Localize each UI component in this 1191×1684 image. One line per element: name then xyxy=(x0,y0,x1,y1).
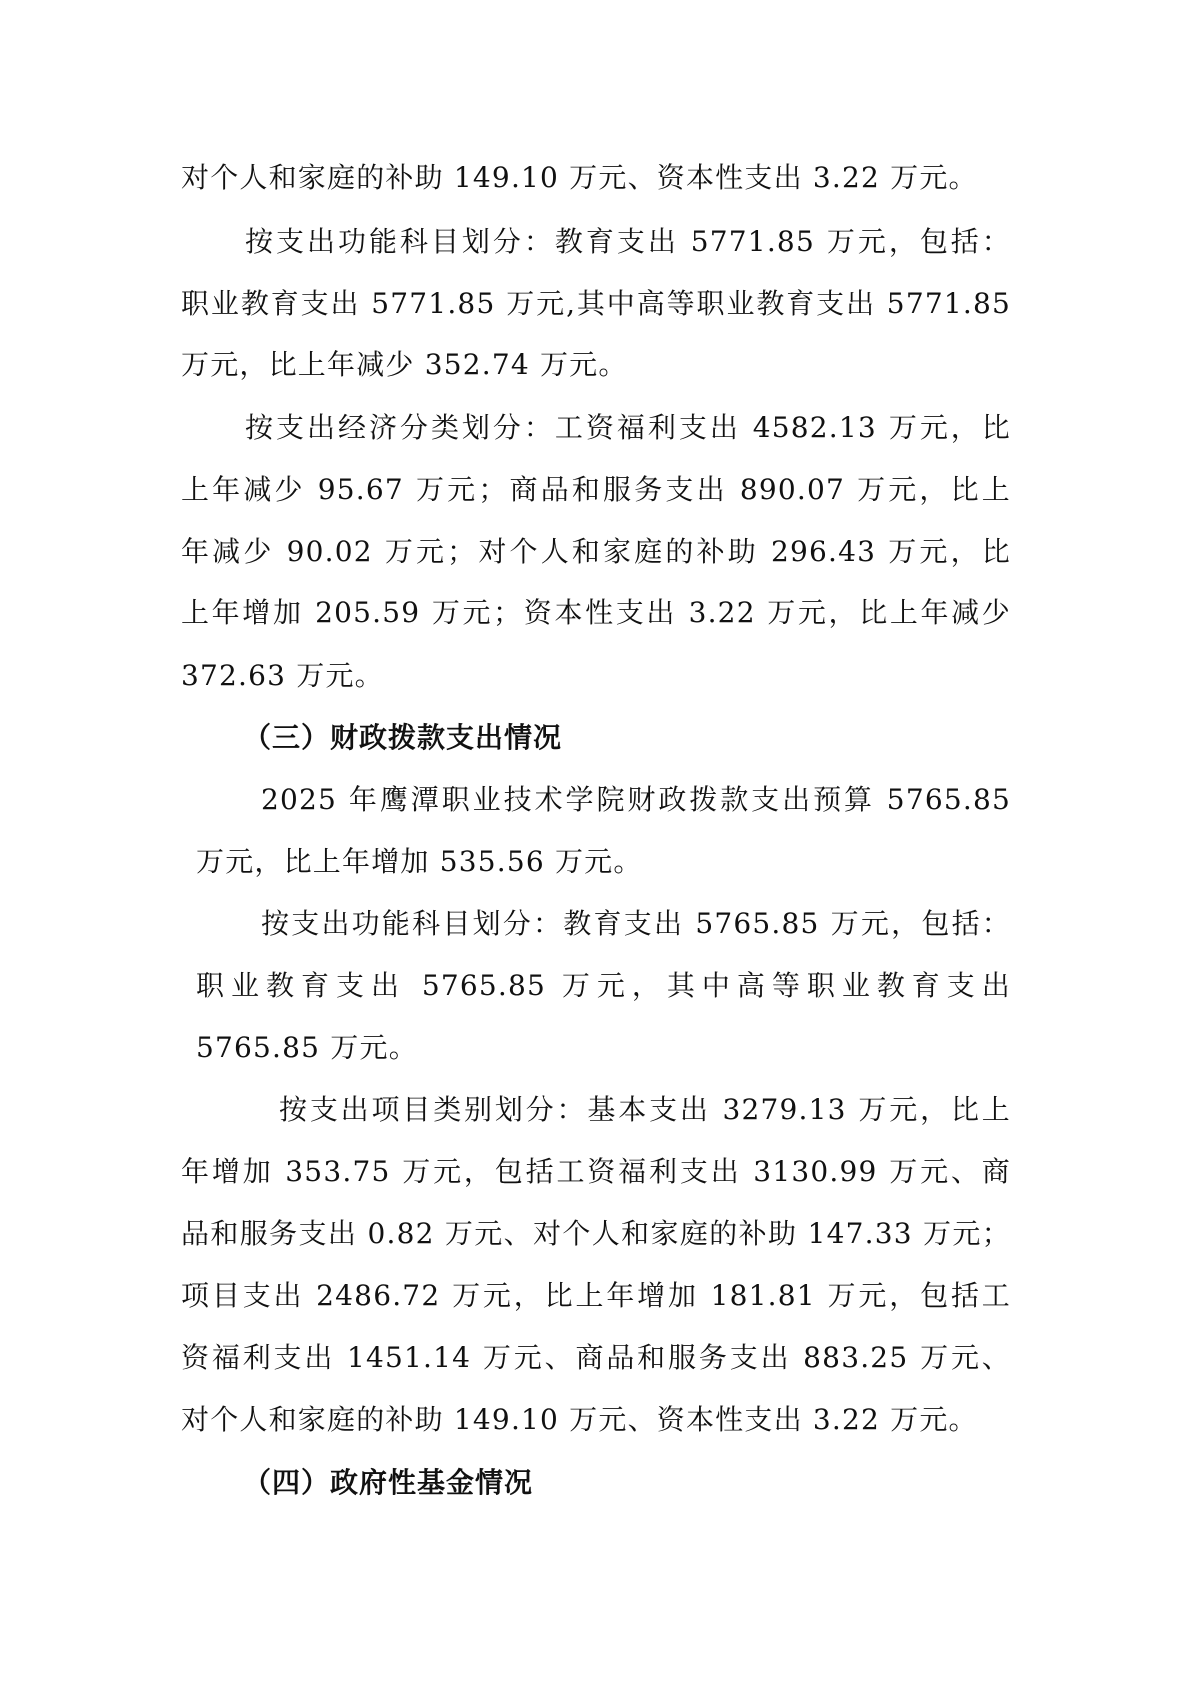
text-line: 上年增加 205.59 万元；资本性支出 3.22 万元，比上年减少 xyxy=(181,596,1011,629)
text-line: 372.63 万元。 xyxy=(181,659,384,692)
text-line: 按支出经济分类划分：工资福利支出 4582.13 万元，比 xyxy=(245,411,1011,444)
text-line: 品和服务支出 0.82 万元、对个人和家庭的补助 147.33 万元； xyxy=(181,1217,1011,1250)
text-line: 职业教育支出 5771.85 万元,其中高等职业教育支出 5771.85 xyxy=(181,287,1011,320)
text-line: 资福利支出 1451.14 万元、商品和服务支出 883.25 万元、 xyxy=(181,1341,1011,1374)
text-line: 按支出功能科目划分：教育支出 5765.85 万元，包括： xyxy=(261,907,1011,940)
text-line: 万元，比上年减少 352.74 万元。 xyxy=(181,348,628,381)
text-line: 职业教育支出 5765.85 万元，其中高等职业教育支出 xyxy=(196,969,1011,1002)
text-line: 万元，比上年增加 535.56 万元。 xyxy=(196,845,643,878)
text-line: 2025 年鹰潭职业技术学院财政拨款支出预算 5765.85 xyxy=(261,783,1011,816)
text-line: 对个人和家庭的补助 149.10 万元、资本性支出 3.22 万元。 xyxy=(181,1403,978,1436)
text-line: 项目支出 2486.72 万元，比上年增加 181.81 万元，包括工 xyxy=(181,1279,1011,1312)
text-line: 年减少 90.02 万元；对个人和家庭的补助 296.43 万元，比 xyxy=(181,535,1011,568)
text-line: 年增加 353.75 万元，包括工资福利支出 3130.99 万元、商 xyxy=(181,1155,1011,1188)
text-line: 按支出功能科目划分：教育支出 5771.85 万元，包括： xyxy=(245,225,1011,258)
text-line: 5765.85 万元。 xyxy=(196,1031,418,1064)
text-line: 上年减少 95.67 万元；商品和服务支出 890.07 万元，比上 xyxy=(181,473,1011,506)
text-line: 按支出项目类别划分：基本支出 3279.13 万元，比上 xyxy=(279,1093,1011,1126)
text-line: 对个人和家庭的补助 149.10 万元、资本性支出 3.22 万元。 xyxy=(181,161,978,194)
section-heading: （四）政府性基金情况 xyxy=(243,1466,534,1499)
section-heading: （三）财政拨款支出情况 xyxy=(243,721,563,754)
